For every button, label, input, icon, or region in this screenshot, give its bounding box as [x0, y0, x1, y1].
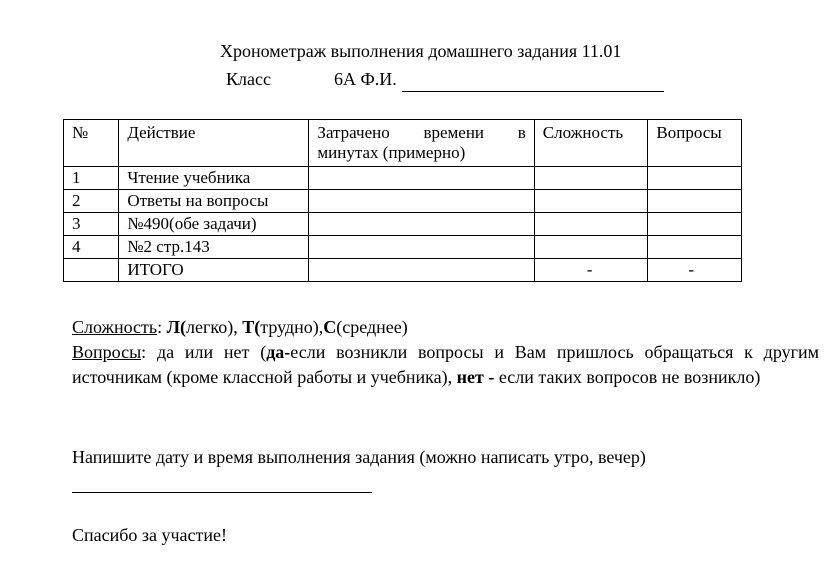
table-row — [64, 190, 742, 213]
legend-l-text: легко), — [186, 317, 243, 337]
row-number: 1 — [64, 167, 119, 190]
total-number — [64, 259, 119, 282]
class-value: 6А Ф.И. — [334, 69, 397, 89]
row-number: 2 — [64, 190, 119, 213]
date-time-prompt: Напишите дату и время выполнения задания (можно написать утро, вечер) — [72, 447, 646, 467]
col-header-num: № — [64, 120, 119, 167]
col-header-time: Затрачено времени в минутах (примерно) — [309, 120, 534, 167]
date-fill-line[interactable] — [72, 492, 372, 493]
legend-c-text: (среднее) — [336, 317, 408, 337]
legend-l-letter: Л( — [166, 317, 187, 337]
class-label: Класс — [226, 69, 271, 89]
row-time-cell[interactable] — [309, 213, 534, 236]
row-action: №2 стр.143 — [119, 236, 309, 259]
col-header-complexity: Сложность — [534, 120, 648, 167]
complexity-legend-label: Сложность — [72, 317, 158, 337]
row-questions-cell[interactable] — [648, 167, 742, 190]
row-action: Ответы на вопросы — [119, 190, 309, 213]
col-header-action: Действие — [119, 120, 309, 167]
col-header-questions: Вопросы — [648, 120, 742, 167]
table-row — [64, 213, 742, 236]
complexity-legend-colon: : — [157, 317, 163, 337]
legend-t-letter: Т( — [242, 317, 261, 337]
table-row — [64, 167, 742, 190]
total-label: ИТОГО — [119, 259, 309, 282]
name-fill-line[interactable] — [402, 91, 664, 92]
row-action: Чтение учебника — [119, 167, 309, 190]
row-number: 4 — [64, 236, 119, 259]
total-complexity-dash: - — [534, 259, 648, 282]
page-title: Хронометраж выполнения домашнего задания 11.01 — [220, 41, 622, 61]
table-header-row — [64, 120, 742, 167]
questions-legend-no-text: если таких вопросов не возникло) — [494, 367, 761, 387]
row-time-cell[interactable] — [309, 236, 534, 259]
total-time-cell[interactable] — [309, 259, 534, 282]
complexity-legend — [72, 315, 819, 340]
questions-legend-yes-text: если возникли вопросы и Вам пришлось обращаться к другим источникам (кроме классной работы и учебника), — [72, 342, 819, 387]
legend-c-letter: С — [323, 317, 337, 337]
row-time-cell[interactable] — [309, 190, 534, 213]
legend-notes — [72, 315, 819, 390]
timing-table — [63, 119, 742, 282]
thanks-text: Спасибо за участие! — [72, 525, 228, 545]
questions-legend-yes: да- — [266, 342, 291, 362]
row-complexity-cell[interactable] — [534, 213, 648, 236]
table-row — [64, 236, 742, 259]
row-action: №490(обе задачи) — [119, 213, 309, 236]
questions-legend — [72, 340, 819, 390]
row-complexity-cell[interactable] — [534, 236, 648, 259]
row-number: 3 — [64, 213, 119, 236]
table-total-row — [64, 259, 742, 282]
questions-legend-intro: : да или нет ( — [141, 342, 267, 362]
row-questions-cell[interactable] — [648, 190, 742, 213]
total-questions-dash: - — [648, 259, 742, 282]
row-complexity-cell[interactable] — [534, 190, 648, 213]
row-time-cell[interactable] — [309, 167, 534, 190]
row-questions-cell[interactable] — [648, 236, 742, 259]
row-complexity-cell[interactable] — [534, 167, 648, 190]
legend-t-text: трудно), — [260, 317, 324, 337]
questions-legend-no: нет - — [456, 367, 495, 387]
row-questions-cell[interactable] — [648, 213, 742, 236]
questions-legend-label: Вопросы — [72, 342, 142, 362]
